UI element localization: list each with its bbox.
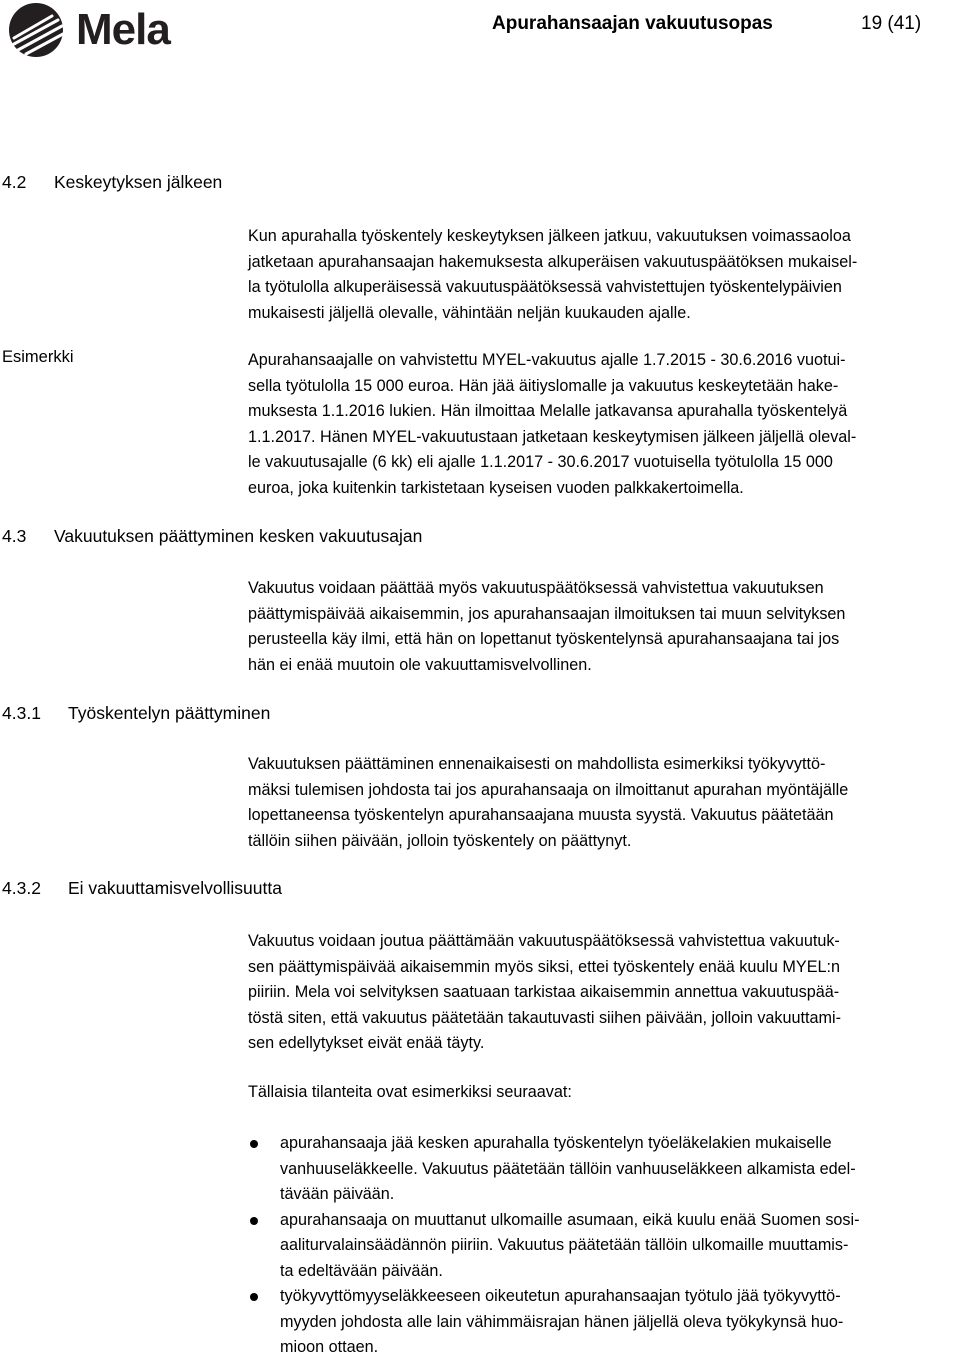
section-heading-4-3 (2, 526, 422, 547)
text-line: töstä siten, että vakuutus päätetään takautuvasti siihen päivään, jolloin vakuuttami- (248, 1008, 842, 1027)
text-line: 1.1.2017. Hänen MYEL-vakuutustaan jatketaan keskeytymisen jälkeen jäljellä oleval- (248, 427, 857, 446)
paragraph-4-3-2 (248, 929, 958, 1057)
list-item (248, 1131, 958, 1208)
section-title: Ei vakuuttamisvelvollisuutta (68, 878, 282, 898)
text-line: Vakuutus voidaan joutua päättämään vakuutuspäätöksessä vahvistettua vakuutuk- (248, 932, 840, 950)
text-line: aaliturvalainsäädännön piiriin. Vakuutus päätetään tällöin ulkomaille muuttamis- (280, 1236, 849, 1254)
list-item (248, 1284, 958, 1361)
list-intro (248, 1080, 958, 1106)
bullet-icon (250, 1293, 258, 1301)
text-line: sen edellytykset eivät enää täyty. (248, 1034, 485, 1052)
example-paragraph (248, 348, 958, 501)
situations-list (248, 1131, 958, 1361)
text-line: le vakuutusajalle (6 kk) eli ajalle 1.1.2017 - 30.6.2017 vuotuisella työtulolla 15 000 (248, 453, 833, 471)
text-line: apurahansaaja jää kesken apurahalla työskentelyn työeläkelakien mukaiselle (280, 1134, 832, 1152)
text-line: Kun apurahalla työskentely keskeytyksen jälkeen jatkuu, vakuutuksen voimassaoloa (248, 227, 851, 245)
list-item (248, 1208, 958, 1285)
text-line: mukaisesti jäljellä olevalle, vähintään neljän kuukauden ajalle. (248, 303, 691, 322)
text-line: tällöin siihen päivään, jolloin työskentely on päättynyt. (248, 831, 632, 850)
header-logo (6, 2, 186, 58)
paragraph-4-3 (248, 576, 958, 678)
mela-logo-icon (6, 2, 68, 58)
section-title: Vakuutuksen päättyminen kesken vakuutusajan (54, 526, 423, 546)
section-title: Keskeytyksen jälkeen (54, 172, 223, 192)
text-line: tävään päivään. (280, 1185, 395, 1203)
text-line: mioon ottaen. (280, 1338, 379, 1356)
bullet-icon (250, 1140, 258, 1148)
section-number: 4.3 (2, 526, 27, 546)
bullet-icon (250, 1217, 258, 1225)
text-line: päättymispäivää aikaisemmin, jos apurahansaajan ilmoituksen tai muun selvityksen (248, 604, 846, 623)
text-line: sella työtulolla 15 000 euroa. Hän jää äitiyslomalle ja vakuutus keskeytetään hake- (248, 376, 839, 395)
text-line: ta edeltävään päivään. (280, 1261, 443, 1280)
section-heading-4-2 (2, 172, 222, 193)
text-line: Vakuutus voidaan päättää myös vakuutuspäätöksessä vahvistettua vakuutuksen (248, 579, 824, 597)
document-title: Apurahansaajan vakuutusopas (492, 13, 773, 34)
paragraph-4-2 (248, 224, 958, 326)
text-line: la työtulolla alkuperäisessä vakuutuspäätöksessä vahvistettujen työskentelypäivien (248, 278, 842, 296)
section-number: 4.3.1 (2, 703, 41, 723)
text-line: Apurahansaajalle on vahvistettu MYEL-vakuutus ajalle 1.7.2015 - 30.6.2016 vuotui- (248, 351, 846, 369)
text-line: työkyvyttömyyseläkkeeseen oikeutetun apurahansaajan työtulo jää työkyvyttö- (280, 1287, 841, 1305)
text-line: vanhuuseläkkeelle. Vakuutus päätetään tällöin vanhuuseläkkeen alkamista edel- (280, 1159, 856, 1178)
text-line: perusteella käy ilmi, että hän on lopettanut työskentelynsä apurahansaajana tai jos (248, 630, 840, 648)
text-line: Vakuutuksen päättäminen ennenaikaisesti on mahdollista esimerkiksi työkyvyttö- (248, 755, 826, 773)
section-number: 4.2 (2, 172, 27, 192)
logo-wordmark: Mela (76, 5, 170, 54)
text-line: hän ei enää muutoin ole vakuuttamisvelvollinen. (248, 655, 592, 674)
page-number: 19 (41) (861, 13, 922, 34)
text-line: sen päättymispäivää aikaisemmin myös siksi, ettei työskentely enää kuulu MYEL:n (248, 957, 841, 976)
section-heading-4-3-2 (2, 878, 282, 899)
text-line: Tällaisia tilanteita ovat esimerkiksi seuraavat: (248, 1083, 572, 1101)
section-number: 4.3.2 (2, 878, 41, 898)
text-line: mäksi tulemisen johdosta tai jos apurahansaaja on ilmoittanut apurahan myöntäjälle (248, 780, 849, 799)
text-line: apurahansaaja on muuttanut ulkomaille asumaan, eikä kuulu enää Suomen sosi- (280, 1210, 860, 1229)
text-line: lopettaneensa työskentelyn apurahansaajana muusta syystä. Vakuutus päätetään (248, 806, 834, 824)
text-line: jatketaan apurahansaajan hakemuksesta alkuperäisen vakuutuspäätöksen mukaisel- (248, 252, 858, 271)
text-line: euroa, joka kuitenkin tarkistetaan kyseisen vuoden palkkakertoimella. (248, 478, 744, 497)
section-title: Työskentelyn päättyminen (68, 703, 271, 723)
example-label: Esimerkki (2, 348, 74, 366)
text-line: muksesta 1.1.2016 lukien. Hän ilmoittaa Melalle jatkavansa apurahalla työskentelyä (248, 402, 848, 420)
text-line: myyden johdosta alle lain vähimmäisrajan hänen jäljellä oleva työkykynsä huo- (280, 1312, 844, 1331)
paragraph-4-3-1 (248, 752, 958, 854)
section-heading-4-3-1 (2, 703, 270, 724)
text-line: piiriin. Mela voi selvityksen saatuaan tarkistaa aikaisemmin annettua vakuutuspää- (248, 983, 840, 1001)
